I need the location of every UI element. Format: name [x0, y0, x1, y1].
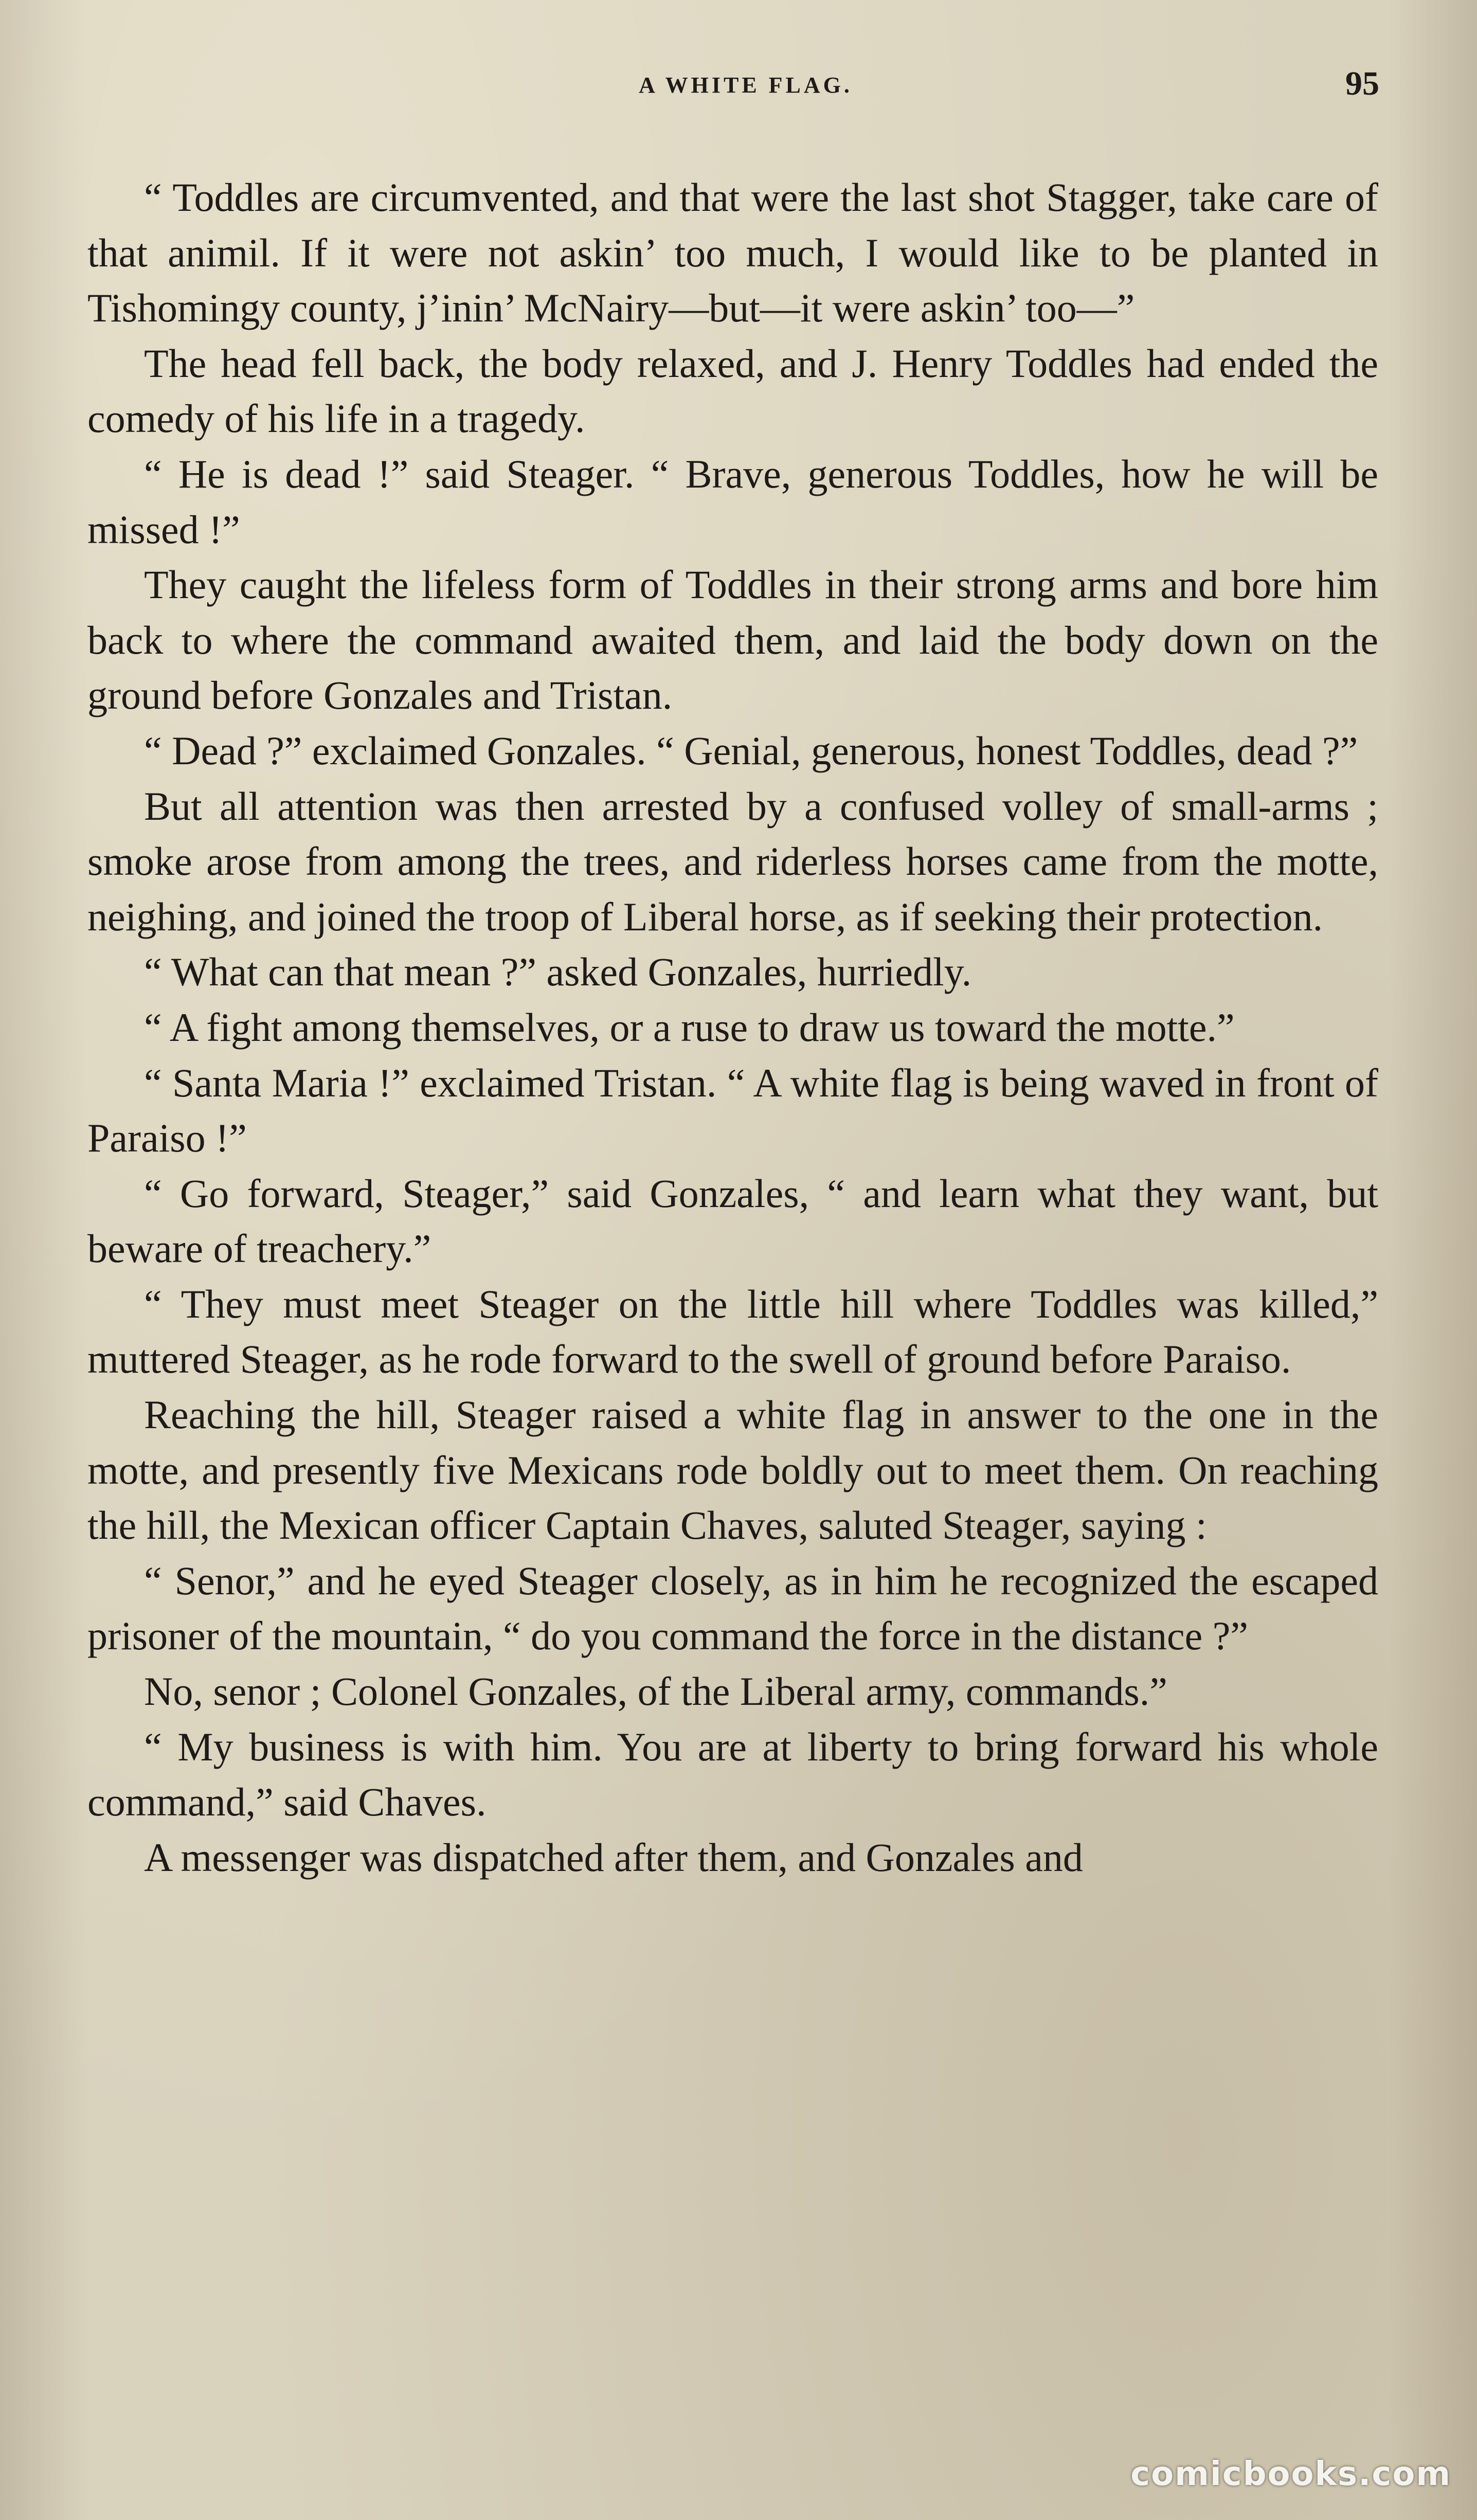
- paragraph: “ My business is with him. You are at liberty to bring forward his whole command,” said Chaves.: [87, 1724, 1378, 1825]
- paragraph: They caught the lifeless form of Toddles in their strong arms and bore him back to where the command awaited them, and laid the body down on the ground before Gonzales and Tristan.: [87, 562, 1378, 718]
- paragraph: The head fell back, the body relaxed, and J. Henry Toddles had ended the comedy of his life in a tragedy.: [87, 340, 1378, 441]
- paragraph: “ Go forward, Steager,” said Gonzales, “ and learn what they want, but beware of treachery.”: [87, 1171, 1378, 1271]
- paragraph: “ Senor,” and he eyed Steager closely, as in him he recognized the escaped prisoner of the mountain, “ do you command the force in the distance ?”: [87, 1558, 1378, 1659]
- paragraph: No, senor ; Colonel Gonzales, of the Liberal army, commands.”: [144, 1669, 1167, 1714]
- paragraph: “ He is dead !” said Steager. “ Brave, generous Toddles, how he will be missed !”: [87, 451, 1378, 552]
- paragraph: “ Dead ?” exclaimed Gonzales. “ Genial, generous, honest Toddles, dead ?”: [144, 728, 1358, 773]
- page-number: 95: [1345, 65, 1379, 102]
- paragraph: “ What can that mean ?” asked Gonzales, hurriedly.: [144, 949, 972, 995]
- paragraph: “ They must meet Steager on the little hill where Toddles was killed,” muttered Steager, as he rode forward to the swell of ground before Paraiso.: [87, 1281, 1378, 1382]
- paragraph: Reaching the hill, Steager raised a white flag in answer to the one in the motte, and presently five Mexicans rode boldly out to meet them. On reaching the hill, the Mexican officer Captain Chaves, saluted Steager, saying :: [87, 1392, 1378, 1548]
- running-title: A WHITE FLAG.: [639, 73, 853, 98]
- paragraph: “ Toddles are circumvented, and that were the last shot Stagger, take care of that animil. If it were not askin’ too much, I would like to be planted in Tishomingy county, j’inin’ McNairy—but—it were askin’ too—”: [87, 175, 1378, 331]
- paragraph: But all attention was then arrested by a confused volley of small-arms ; smoke arose from among the trees, and riderless horses came from the motte, neighing, and joined the troop of Liberal horse, as if seeking their protection.: [87, 783, 1378, 939]
- paragraph: “ Santa Maria !” exclaimed Tristan. “ A white flag is being waved in front of Paraiso !”: [87, 1060, 1378, 1161]
- site-watermark: comicbooks.com: [1130, 2455, 1451, 2493]
- paragraph: A messenger was dispatched after them, and Gonzales and: [144, 1834, 1083, 1880]
- body-text: [87, 170, 1378, 1885]
- paragraph: “ A fight among themselves, or a ruse to draw us toward the motte.”: [144, 1004, 1235, 1050]
